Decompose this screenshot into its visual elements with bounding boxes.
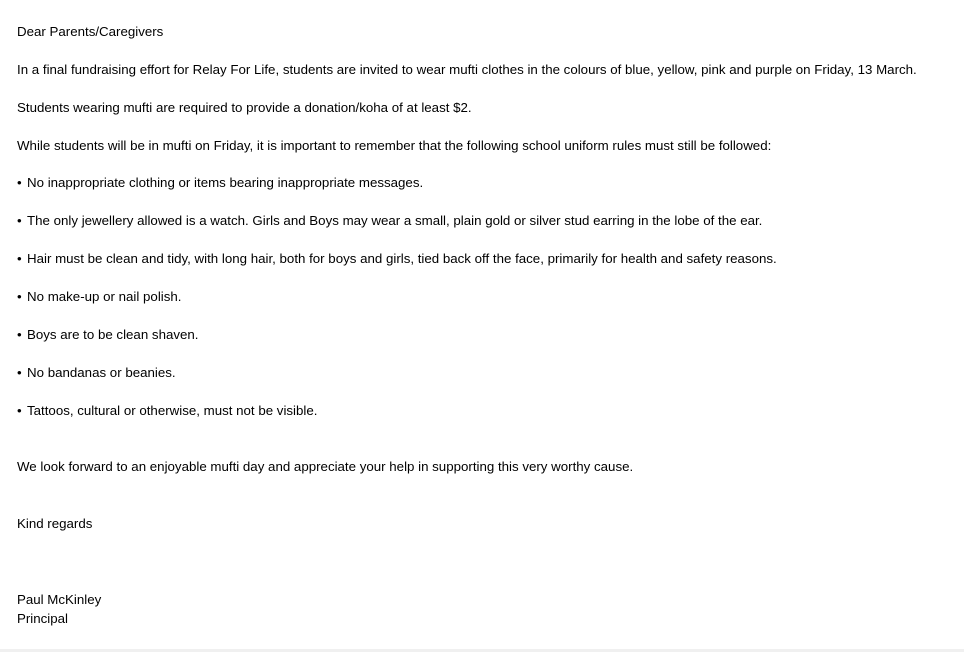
rule-item: [17, 174, 423, 192]
signatory-name: Paul McKinley: [17, 592, 102, 607]
rule-item: [17, 250, 777, 268]
rule-item: [17, 212, 762, 230]
salutation: Dear Parents/Caregivers: [17, 24, 164, 39]
bullet-icon: •: [17, 403, 22, 418]
paragraph-donation: Students wearing mufti are required to provide a donation/koha of at least $2.: [17, 100, 472, 115]
paragraph-rules-intro: While students will be in mufti on Friday, it is important to remember that the following school uniform rules must still be followed:: [17, 138, 772, 153]
rule-text: No make-up or nail polish.: [27, 289, 182, 304]
sign-off: Kind regards: [17, 516, 93, 531]
rule-text: No bandanas or beanies.: [27, 365, 176, 380]
bullet-icon: •: [17, 213, 22, 228]
rule-text: Boys are to be clean shaven.: [27, 327, 199, 342]
signatory-title: Principal: [17, 611, 68, 626]
paragraph-event-intro: In a final fundraising effort for Relay For Life, students are invited to wear mufti clothes in the colours of blue, yellow, pink and purple on Friday, 13 March.: [17, 62, 917, 77]
rule-text: The only jewellery allowed is a watch. Girls and Boys may wear a small, plain gold or silver stud earring in the lobe of the ear.: [27, 213, 763, 228]
bullet-icon: •: [17, 251, 22, 266]
rule-text: No inappropriate clothing or items bearing inappropriate messages.: [27, 175, 424, 190]
closing-paragraph: We look forward to an enjoyable mufti day and appreciate your help in supporting this very worthy cause.: [17, 459, 634, 474]
bullet-icon: •: [17, 289, 22, 304]
rule-text: Tattoos, cultural or otherwise, must not be visible.: [27, 403, 318, 418]
rule-item: [17, 364, 176, 382]
bullet-icon: •: [17, 365, 22, 380]
bullet-icon: •: [17, 327, 22, 342]
rule-item: [17, 402, 317, 420]
bullet-icon: •: [17, 175, 22, 190]
rule-text: Hair must be clean and tidy, with long hair, both for boys and girls, tied back off the face, primarily for health and safety reasons.: [27, 251, 777, 266]
rule-item: [17, 288, 181, 306]
rule-item: [17, 326, 199, 344]
